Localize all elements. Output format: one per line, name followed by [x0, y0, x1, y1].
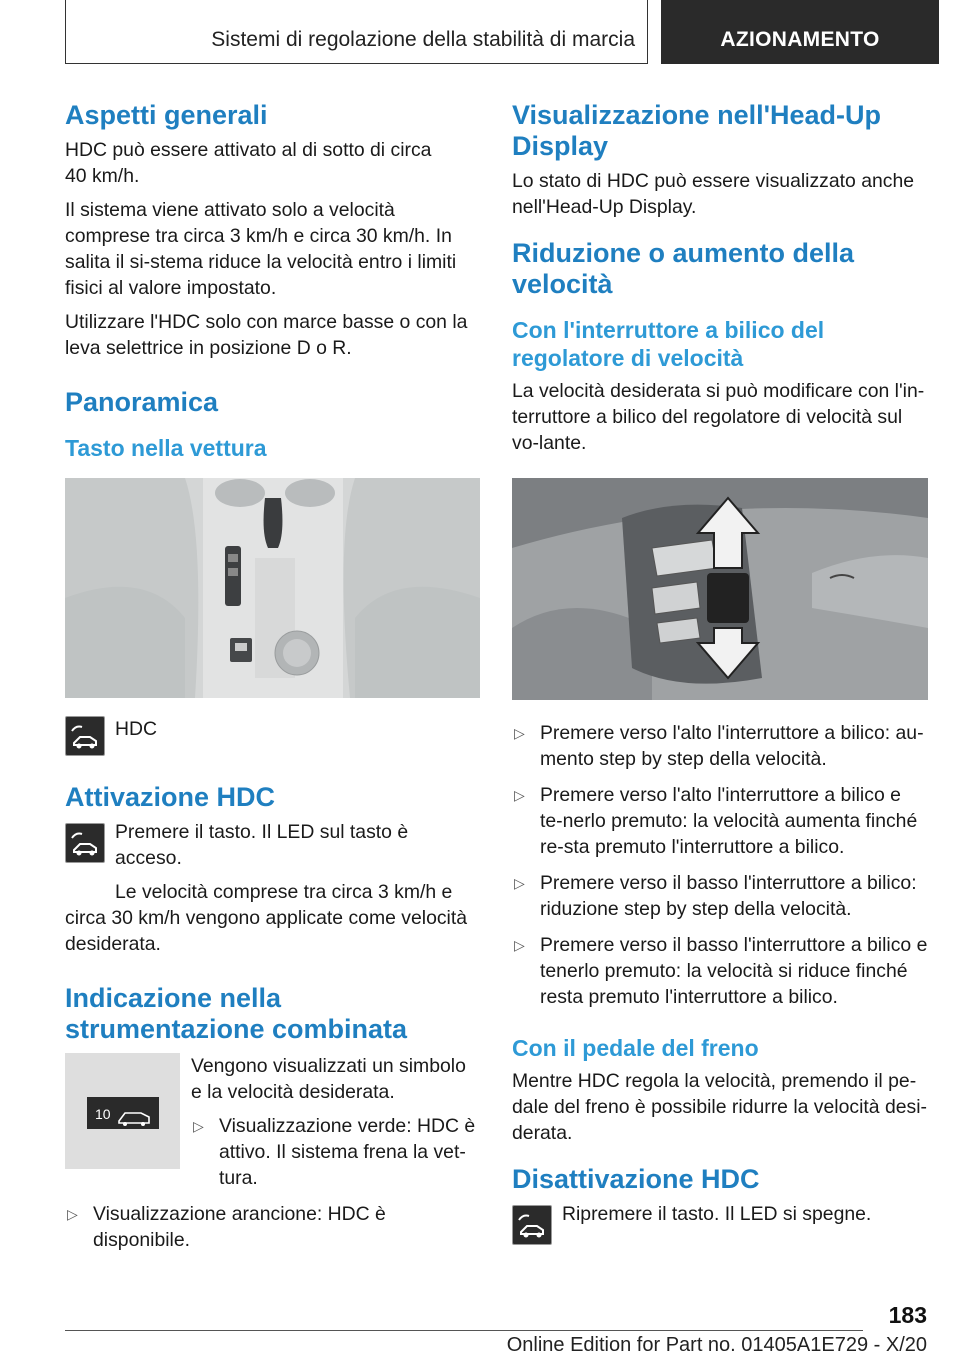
right-column — [512, 100, 928, 1241]
aspetti-paragraph-2: Il sistema viene attivato solo a velocità comprese tra circa 3 km/h e circa 30 km/h. In salita il si-stema riduce la velocità entro i limiti fisici al valore impostato. — [65, 199, 457, 299]
footer-edition: Online Edition for Part no. 01405A1E729 - X/20 — [506, 1334, 927, 1356]
indicazione-paragraph-1: Vengono visualizzati un simbolo e la velocità desiderata. — [191, 1055, 466, 1103]
list-item: ▷ Premere verso il basso l'interruttore a bilico e tenerlo premuto: la velocità si riduce finché resta premuto l'interruttore a bilico. — [514, 934, 928, 1008]
heading-riduzione: Riduzione o aumento della velocità — [512, 238, 855, 299]
hdc-icon — [65, 823, 105, 863]
chapter-tab-label: AZIONAMENTO — [720, 28, 880, 51]
aspetti-paragraph-1: HDC può essere attivato al di sotto di circa 40 km/h. — [65, 139, 432, 187]
cluster-number: 10 — [95, 1106, 111, 1122]
triangle-right-icon: ▷ — [193, 1118, 204, 1134]
hdc-icon — [65, 716, 105, 756]
list-item: ▷ Premere verso l'alto l'interruttore a bilico e te-nerlo premuto: la velocità aumenta finché re-sta premuto l'interruttore a bilico. — [514, 784, 918, 858]
list-item: ▷ Visualizzazione arancione: HDC è disponibile. — [67, 1203, 386, 1251]
list-item: ▷ Premere verso il basso l'interruttore a bilico: riduzione step by step della velocità. — [514, 872, 917, 920]
disattivazione-paragraph: Ripremere il tasto. Il LED si spegne. — [562, 1203, 872, 1225]
heading-interruttore: Con l'interruttore a bilico del regolatore di velocità — [512, 317, 825, 371]
triangle-right-icon: ▷ — [514, 875, 525, 891]
disattivazione-row — [512, 1201, 928, 1241]
hud-paragraph: Lo stato di HDC può essere visualizzato anche nell'Head-Up Display. — [512, 170, 915, 218]
heading-pedale: Con il pedale del freno — [512, 1035, 759, 1061]
triangle-right-icon: ▷ — [514, 725, 525, 741]
section-title: Sistemi di regolazione della stabilità di marcia — [211, 28, 635, 51]
attivazione-paragraph-1: Premere il tasto. Il LED sul tasto è acceso. — [115, 821, 409, 869]
list-item: ▷ Premere verso l'alto l'interruttore a bilico: au-mento step by step della velocità. — [514, 722, 924, 770]
heading-disattivazione: Disattivazione HDC — [512, 1164, 760, 1194]
attivazione-row — [65, 819, 480, 871]
hdc-icon — [512, 1205, 552, 1245]
attivazione-paragraph-2: Le velocità comprese tra circa 3 km/h e circa 30 km/h vengono applicate come velocità desiderata. — [65, 881, 468, 955]
pedale-paragraph: Mentre HDC regola la velocità, premendo il pe-dale del freno è possibile ridurre la velocità desi-derata. — [512, 1070, 927, 1144]
list-item: ▷ Visualizzazione verde: HDC è attivo. Il sistema frena la vet-tura. — [193, 1115, 476, 1189]
page-number: 183 — [888, 1302, 927, 1328]
heading-attivazione: Attivazione HDC — [65, 782, 276, 812]
interruttore-paragraph: La velocità desiderata si può modificare con l'in-terruttore a bilico del regolatore di velocità sul vo-lante. — [512, 380, 925, 454]
cluster-block — [65, 1053, 480, 1191]
hdc-label-row — [65, 716, 480, 756]
heading-indicazione: Indicazione nella strumentazione combinata — [65, 983, 408, 1044]
triangle-right-icon: ▷ — [67, 1206, 78, 1222]
header-box — [65, 0, 648, 64]
footer-divider — [65, 1330, 863, 1331]
triangle-right-icon: ▷ — [514, 937, 525, 953]
heading-hud: Visualizzazione nell'Head-Up Display — [512, 100, 882, 161]
aspetti-paragraph-3: Utilizzare l'HDC solo con marce basse o con la leva selettrice in posizione D o R. — [65, 311, 468, 359]
cluster-image — [65, 1053, 180, 1169]
heading-tasto: Tasto nella vettura — [65, 435, 267, 461]
console-photo — [65, 478, 480, 698]
heading-aspetti: Aspetti generali — [65, 100, 268, 130]
heading-panoramica: Panoramica — [65, 387, 219, 417]
left-column — [65, 100, 480, 1263]
chapter-tab — [661, 0, 939, 64]
steering-wheel-photo — [512, 478, 928, 700]
hdc-label: HDC — [115, 718, 158, 740]
triangle-right-icon: ▷ — [514, 787, 525, 803]
